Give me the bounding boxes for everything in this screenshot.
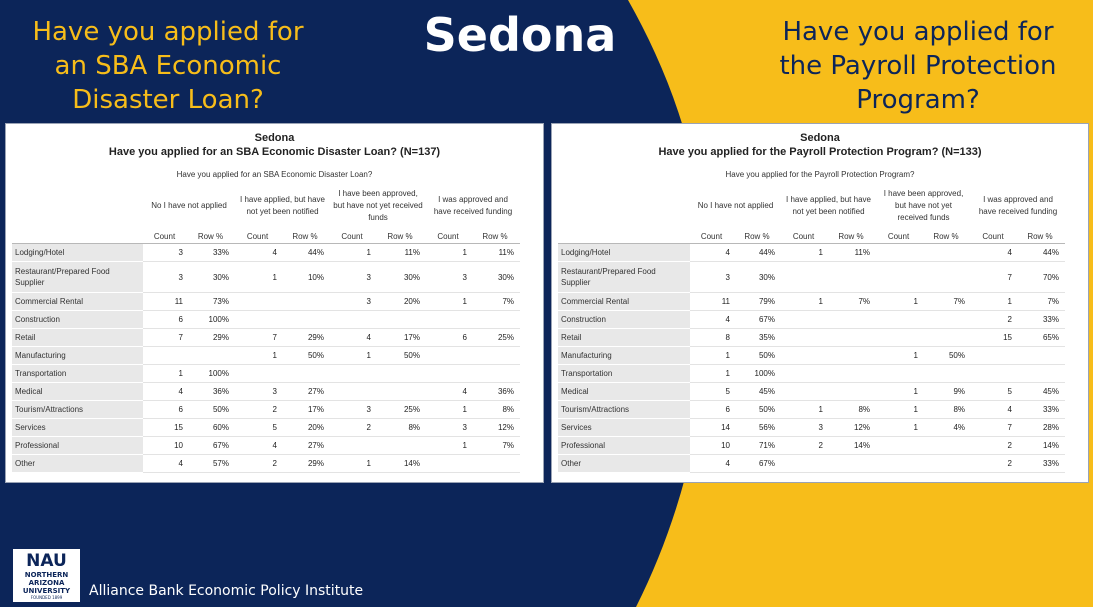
rowpct-cell: 12% [826, 419, 876, 437]
rowpct-cell [280, 365, 330, 383]
table-row [558, 262, 1065, 293]
rowpct-cell: 20% [374, 293, 426, 311]
rowpct-cell: 7% [921, 293, 971, 311]
count-cell: 3 [143, 262, 186, 293]
row-label: Services [12, 419, 143, 437]
count-column-header: Count [971, 229, 1015, 244]
rowpct-cell [826, 383, 876, 401]
rowpct-cell: 50% [921, 347, 971, 365]
count-cell: 3 [330, 293, 374, 311]
logo-text: FOUNDED 1899 [30, 595, 63, 600]
row-label: Manufacturing [558, 347, 690, 365]
header-spacer [558, 229, 690, 244]
group-header: I was approved and have received funding [978, 195, 1058, 216]
rowpct-cell: 12% [470, 419, 520, 437]
rowpct-cell: 33% [1015, 401, 1065, 419]
row-label: Professional [558, 437, 690, 455]
count-cell: 1 [781, 244, 826, 262]
rowpct-cell: 45% [1015, 383, 1065, 401]
rowpct-cell [921, 455, 971, 473]
rowpct-cell [470, 347, 520, 365]
rowpct-cell: 50% [733, 401, 781, 419]
count-cell: 5 [235, 419, 280, 437]
count-cell [876, 455, 921, 473]
count-cell: 10 [690, 437, 733, 455]
count-cell: 6 [143, 311, 186, 329]
table-row [12, 311, 520, 329]
row-label: Restaurant/Prepared Food Supplier [12, 262, 143, 293]
rowpct-cell [826, 329, 876, 347]
question-header: Have you applied for an SBA Economic Disaster Loan? [176, 170, 373, 179]
count-cell: 1 [235, 347, 280, 365]
rowpct-cell: 7% [1015, 293, 1065, 311]
count-cell [876, 329, 921, 347]
count-cell: 2 [235, 401, 280, 419]
group-header: No I have not applied [697, 201, 774, 210]
count-cell: 4 [690, 455, 733, 473]
row-label: Other [558, 455, 690, 473]
rowpct-column-header: Row % [1015, 229, 1065, 244]
rowpct-cell: 8% [921, 401, 971, 419]
count-cell [330, 365, 374, 383]
header-spacer [12, 229, 143, 244]
right-question-heading: Have you applied for the Payroll Protection Program? [779, 17, 1057, 115]
rowpct-cell: 17% [374, 329, 426, 347]
count-cell: 4 [143, 383, 186, 401]
header-spacer [558, 183, 690, 229]
count-cell [235, 311, 280, 329]
count-cell [971, 365, 1015, 383]
count-cell: 6 [426, 329, 470, 347]
rowpct-cell: 20% [280, 419, 330, 437]
rowpct-cell: 27% [280, 437, 330, 455]
rowpct-cell: 50% [374, 347, 426, 365]
rowpct-cell: 79% [733, 293, 781, 311]
rowpct-cell: 11% [470, 244, 520, 262]
rowpct-cell: 57% [186, 455, 235, 473]
rowpct-cell: 67% [733, 455, 781, 473]
rowpct-cell: 30% [374, 262, 426, 293]
count-cell: 1 [876, 293, 921, 311]
rowpct-cell [1015, 365, 1065, 383]
row-label: Tourism/Attractions [558, 401, 690, 419]
count-cell: 1 [690, 365, 733, 383]
count-cell [426, 365, 470, 383]
rowpct-cell: 73% [186, 293, 235, 311]
count-cell: 4 [143, 455, 186, 473]
rowpct-column-header: Row % [374, 229, 426, 244]
rowpct-cell [374, 383, 426, 401]
rowpct-cell: 44% [280, 244, 330, 262]
rowpct-cell: 65% [1015, 329, 1065, 347]
group-header: I have applied, but have not yet been notified [240, 195, 325, 216]
table-row [12, 383, 520, 401]
rowpct-cell: 67% [733, 311, 781, 329]
rowpct-cell: 36% [470, 383, 520, 401]
count-column-header: Count [426, 229, 470, 244]
table-row [12, 329, 520, 347]
count-cell: 6 [143, 401, 186, 419]
count-cell: 15 [971, 329, 1015, 347]
rowpct-cell: 44% [733, 244, 781, 262]
rowpct-cell [186, 347, 235, 365]
row-label: Construction [558, 311, 690, 329]
row-label: Medical [12, 383, 143, 401]
count-cell [426, 311, 470, 329]
rowpct-cell: 29% [280, 329, 330, 347]
count-cell: 7 [235, 329, 280, 347]
count-cell [235, 293, 280, 311]
count-cell: 4 [235, 437, 280, 455]
row-label: Transportation [558, 365, 690, 383]
row-label: Tourism/Attractions [12, 401, 143, 419]
rowpct-column-header: Row % [733, 229, 781, 244]
table-row [12, 437, 520, 455]
count-cell: 3 [235, 383, 280, 401]
rowpct-cell: 11% [826, 244, 876, 262]
rowpct-cell: 29% [186, 329, 235, 347]
rowpct-cell [470, 455, 520, 473]
rowpct-cell: 25% [470, 329, 520, 347]
count-cell: 1 [426, 437, 470, 455]
rowpct-cell [921, 262, 971, 293]
count-cell: 5 [971, 383, 1015, 401]
table-title: Sedona [254, 132, 295, 144]
table-row [558, 311, 1065, 329]
rowpct-cell [1015, 347, 1065, 365]
table-row [558, 329, 1065, 347]
count-cell: 4 [690, 311, 733, 329]
rowpct-cell: 14% [1015, 437, 1065, 455]
rowpct-cell: 30% [470, 262, 520, 293]
rowpct-cell: 7% [470, 293, 520, 311]
group-header: I have applied, but have not yet been notified [786, 195, 871, 216]
rowpct-cell: 60% [186, 419, 235, 437]
rowpct-cell: 50% [186, 401, 235, 419]
count-column-header: Count [690, 229, 733, 244]
row-label: Lodging/Hotel [12, 244, 143, 262]
count-cell: 4 [235, 244, 280, 262]
row-label: Restaurant/Prepared Food Supplier [558, 262, 690, 293]
table-row [558, 365, 1065, 383]
count-cell: 1 [971, 293, 1015, 311]
rowpct-cell [921, 437, 971, 455]
count-cell: 4 [426, 383, 470, 401]
count-cell: 3 [690, 262, 733, 293]
count-cell: 2 [971, 311, 1015, 329]
count-cell: 3 [426, 262, 470, 293]
question-header: Have you applied for the Payroll Protection Program? [725, 170, 915, 179]
rowpct-cell: 100% [186, 311, 235, 329]
count-cell: 3 [426, 419, 470, 437]
row-label: Medical [558, 383, 690, 401]
rowpct-cell [921, 329, 971, 347]
rowpct-cell: 30% [733, 262, 781, 293]
rowpct-cell: 28% [1015, 419, 1065, 437]
count-cell: 10 [143, 437, 186, 455]
count-cell: 1 [876, 347, 921, 365]
group-header: I was approved and have received funding [433, 195, 513, 216]
count-cell [876, 437, 921, 455]
rowpct-cell: 7% [826, 293, 876, 311]
rowpct-cell [826, 365, 876, 383]
rowpct-cell: 8% [374, 419, 426, 437]
table-row [558, 419, 1065, 437]
rowpct-cell: 8% [470, 401, 520, 419]
count-cell: 1 [690, 347, 733, 365]
count-cell [781, 455, 826, 473]
row-label: Professional [12, 437, 143, 455]
rowpct-cell: 10% [280, 262, 330, 293]
count-cell [330, 437, 374, 455]
rowpct-cell: 36% [186, 383, 235, 401]
table-row [558, 455, 1065, 473]
count-cell [876, 311, 921, 329]
table-row [12, 244, 520, 262]
rowpct-cell [374, 311, 426, 329]
page-title: Sedona [423, 8, 617, 62]
count-cell: 7 [971, 262, 1015, 293]
rowpct-cell: 8% [826, 401, 876, 419]
table-title: Sedona [800, 132, 840, 144]
row-label: Retail [12, 329, 143, 347]
count-cell: 11 [143, 293, 186, 311]
table-row [558, 347, 1065, 365]
rowpct-cell: 7% [470, 437, 520, 455]
count-cell: 3 [330, 401, 374, 419]
row-label: Manufacturing [12, 347, 143, 365]
rowpct-cell [826, 262, 876, 293]
rowpct-cell: 9% [921, 383, 971, 401]
count-cell [426, 455, 470, 473]
row-label: Services [558, 419, 690, 437]
group-header: I have been approved, but have not yet received funds [883, 189, 964, 222]
rowpct-cell [374, 437, 426, 455]
left-question-heading: Have you applied for an SBA Economic Disaster Loan? [32, 17, 304, 115]
count-cell: 1 [330, 455, 374, 473]
rowpct-cell: 30% [186, 262, 235, 293]
rowpct-cell: 4% [921, 419, 971, 437]
rowpct-cell [280, 311, 330, 329]
count-cell [426, 347, 470, 365]
rowpct-cell: 50% [280, 347, 330, 365]
nau-logo [13, 549, 80, 602]
rowpct-cell: 50% [733, 347, 781, 365]
count-cell: 1 [781, 401, 826, 419]
table-row [558, 383, 1065, 401]
rowpct-cell: 27% [280, 383, 330, 401]
rowpct-cell: 70% [1015, 262, 1065, 293]
rowpct-cell [921, 244, 971, 262]
count-cell [876, 262, 921, 293]
count-cell [781, 365, 826, 383]
count-cell: 1 [876, 401, 921, 419]
count-cell: 1 [143, 365, 186, 383]
rowpct-cell: 33% [1015, 455, 1065, 473]
table-row [558, 437, 1065, 455]
table-row [12, 262, 520, 293]
rowpct-column-header: Row % [921, 229, 971, 244]
count-cell: 7 [971, 419, 1015, 437]
ppp-crosstab [558, 183, 1065, 473]
table-row [558, 401, 1065, 419]
rowpct-column-header: Row % [470, 229, 520, 244]
group-header: I have been approved, but have not yet received funds [333, 189, 423, 222]
rowpct-cell: 44% [1015, 244, 1065, 262]
row-label: Construction [12, 311, 143, 329]
row-label: Retail [558, 329, 690, 347]
rowpct-cell: 14% [374, 455, 426, 473]
count-cell: 4 [971, 401, 1015, 419]
count-cell: 2 [971, 455, 1015, 473]
logo-text: NORTHERN [24, 571, 69, 579]
row-label: Other [12, 455, 143, 473]
rowpct-cell: 100% [733, 365, 781, 383]
count-cell: 3 [143, 244, 186, 262]
count-cell: 1 [426, 401, 470, 419]
count-cell: 15 [143, 419, 186, 437]
count-cell [235, 365, 280, 383]
count-column-header: Count [781, 229, 826, 244]
rowpct-cell: 29% [280, 455, 330, 473]
count-cell [781, 329, 826, 347]
rowpct-cell: 71% [733, 437, 781, 455]
rowpct-cell: 25% [374, 401, 426, 419]
rowpct-cell: 100% [186, 365, 235, 383]
group-header: No I have not applied [151, 201, 227, 210]
count-column-header: Count [876, 229, 921, 244]
count-cell: 3 [330, 262, 374, 293]
logo-text: NAU [26, 551, 67, 571]
rowpct-cell [374, 365, 426, 383]
rowpct-cell [470, 365, 520, 383]
count-cell: 5 [690, 383, 733, 401]
row-label: Lodging/Hotel [558, 244, 690, 262]
footer-institute-name: Alliance Bank Economic Policy Institute [89, 583, 364, 599]
table-subtitle: Have you applied for an SBA Economic Disaster Loan? (N=137) [108, 146, 441, 158]
rowpct-cell: 56% [733, 419, 781, 437]
count-cell [143, 347, 186, 365]
count-cell: 2 [971, 437, 1015, 455]
rowpct-cell [826, 311, 876, 329]
row-label: Commercial Rental [558, 293, 690, 311]
count-cell [330, 383, 374, 401]
count-cell [876, 365, 921, 383]
count-cell: 6 [690, 401, 733, 419]
sba-loan-crosstab [12, 183, 520, 473]
rowpct-cell [470, 311, 520, 329]
count-cell: 4 [971, 244, 1015, 262]
count-cell: 2 [330, 419, 374, 437]
count-cell: 14 [690, 419, 733, 437]
row-label: Transportation [12, 365, 143, 383]
count-cell: 1 [330, 347, 374, 365]
table-row [558, 293, 1065, 311]
rowpct-cell: 33% [186, 244, 235, 262]
header-spacer [12, 183, 143, 229]
count-cell [781, 262, 826, 293]
count-cell: 2 [235, 455, 280, 473]
count-cell: 1 [781, 293, 826, 311]
rowpct-cell [921, 365, 971, 383]
count-cell [781, 347, 826, 365]
rowpct-cell: 17% [280, 401, 330, 419]
count-cell: 2 [781, 437, 826, 455]
count-cell [781, 311, 826, 329]
rowpct-column-header: Row % [826, 229, 876, 244]
ppp-table-panel [551, 123, 1089, 483]
table-row [12, 455, 520, 473]
count-cell: 11 [690, 293, 733, 311]
count-cell: 7 [143, 329, 186, 347]
rowpct-column-header: Row % [186, 229, 235, 244]
count-cell: 1 [235, 262, 280, 293]
count-column-header: Count [235, 229, 280, 244]
count-cell [781, 383, 826, 401]
rowpct-cell [826, 347, 876, 365]
logo-text: ARIZONA [28, 579, 65, 587]
rowpct-cell: 33% [1015, 311, 1065, 329]
table-row [12, 365, 520, 383]
count-cell: 1 [426, 244, 470, 262]
rowpct-cell: 45% [733, 383, 781, 401]
table-subtitle: Have you applied for the Payroll Protection Program? (N=133) [658, 146, 982, 158]
logo-text: UNIVERSITY [22, 587, 71, 595]
rowpct-cell [921, 311, 971, 329]
rowpct-cell: 67% [186, 437, 235, 455]
count-cell: 4 [330, 329, 374, 347]
row-label: Commercial Rental [12, 293, 143, 311]
count-cell: 8 [690, 329, 733, 347]
rowpct-cell: 11% [374, 244, 426, 262]
table-row [12, 347, 520, 365]
count-cell: 4 [690, 244, 733, 262]
sba-loan-table-panel [5, 123, 544, 483]
table-row [12, 419, 520, 437]
rowpct-cell [280, 293, 330, 311]
count-cell [876, 244, 921, 262]
rowpct-column-header: Row % [280, 229, 330, 244]
count-column-header: Count [143, 229, 186, 244]
count-cell: 1 [330, 244, 374, 262]
count-cell: 1 [876, 383, 921, 401]
count-cell: 1 [426, 293, 470, 311]
count-cell [330, 311, 374, 329]
table-row [12, 401, 520, 419]
count-cell: 3 [781, 419, 826, 437]
rowpct-cell: 14% [826, 437, 876, 455]
count-cell: 1 [876, 419, 921, 437]
table-row [558, 244, 1065, 262]
count-column-header: Count [330, 229, 374, 244]
table-row [12, 293, 520, 311]
count-cell [971, 347, 1015, 365]
rowpct-cell [826, 455, 876, 473]
rowpct-cell: 35% [733, 329, 781, 347]
